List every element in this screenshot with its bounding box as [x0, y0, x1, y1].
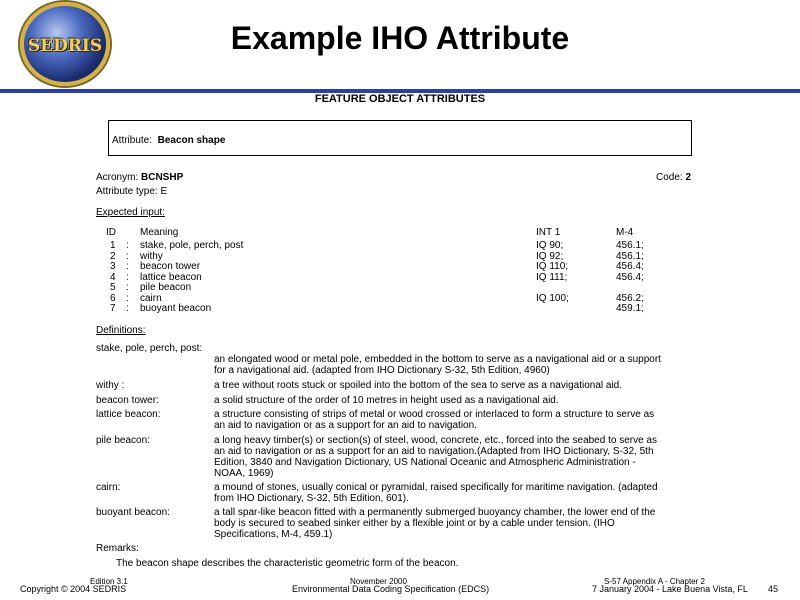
input-id: 4	[110, 271, 116, 283]
col-id: ID	[106, 227, 116, 238]
input-int1: IQ 111;	[536, 271, 568, 283]
col-meaning: Meaning	[140, 227, 179, 238]
attribute-line	[112, 135, 225, 146]
input-meaning: stake, pole, perch, post	[140, 240, 244, 251]
def-term: cairn:	[96, 482, 121, 493]
input-int1: IQ 100;	[536, 292, 569, 304]
input-sep: :	[126, 282, 129, 293]
input-m4: 459.1;	[616, 303, 644, 314]
input-sep: :	[126, 250, 129, 262]
input-meaning: withy	[140, 250, 163, 262]
footer-date: November 2000	[350, 577, 407, 586]
input-sep: :	[126, 240, 129, 251]
input-int1: IQ 92;	[536, 250, 564, 262]
attribute-value: Beacon shape	[157, 135, 226, 146]
input-sep: :	[126, 303, 129, 314]
code-label: Code:	[656, 172, 683, 183]
input-meaning: pile beacon	[140, 282, 192, 293]
input-int1: IQ 90;	[536, 240, 564, 251]
def-text: an aid to navigation or as a support for an aid to navigation.(Adapted from IHO Dictionary, S-32, 5th	[214, 446, 654, 457]
input-meaning: cairn	[140, 292, 162, 304]
def-term: lattice beacon:	[96, 409, 161, 420]
def-text: an aid to navigation or as a support for an aid to navigation.	[214, 420, 477, 431]
footer-spec: Environmental Data Coding Specification (EDCS)	[292, 584, 490, 594]
attribute-box	[108, 120, 692, 156]
definitions-label: Definitions:	[96, 325, 146, 336]
input-sep: :	[126, 271, 129, 283]
input-m4: 456.4;	[616, 261, 644, 272]
attribute-type: Attribute type: E	[96, 186, 168, 197]
input-id: 7	[110, 303, 116, 314]
input-sep: :	[126, 261, 129, 272]
input-sep: :	[126, 292, 129, 304]
slide-title: Example IHO Attribute	[230, 20, 570, 56]
def-text: for a navigational aid. (adapted from IHO Dictionary S-32, 5th Edition, 4960)	[214, 365, 550, 376]
def-text: from IHO Dictionary, S-32, 5th Edition, 601).	[214, 493, 409, 504]
input-m4: 456.4;	[616, 271, 644, 283]
input-meaning: lattice beacon	[140, 271, 202, 283]
page-number: 45	[768, 584, 779, 594]
input-meaning: beacon tower	[140, 261, 201, 272]
input-int1: IQ 110;	[536, 261, 569, 272]
def-text: a structure consisting of strips of metal or wood crossed or interlaced to form a structure to serve as	[214, 409, 655, 420]
def-text: an elongated wood or metal pole, embedded in the bottom to serve as a navigational aid or a support	[214, 354, 661, 365]
def-text: a long heavy timber(s) or section(s) of steel, wood, concrete, etc., forced into the seabed to serve as	[214, 435, 657, 446]
input-m4: 456.1;	[616, 250, 644, 262]
footer-appendix: S-57 Appendix A - Chapter 2	[604, 577, 705, 586]
input-m4: 456.2;	[616, 292, 644, 304]
def-text: body is secured to seabed sinker either by a flexible joint or by a cable under tension. (IHO	[214, 518, 615, 529]
def-text: a mound of stones, usually conical or pyramidal, raised specifically for maritime navigation. (adapted	[214, 482, 658, 493]
expected-input-label: Expected input:	[96, 207, 165, 218]
code-line	[656, 172, 691, 183]
def-text: Specifications, M-4, 459.1)	[214, 529, 333, 540]
def-term: buoyant beacon:	[96, 507, 170, 518]
def-term: pile beacon:	[96, 435, 150, 446]
acronym-value: BCNSHP	[141, 172, 184, 183]
def-text: a tall spar-like beacon fitted with a permanently submerged buoyancy chamber, the lower end of the	[214, 507, 656, 518]
code-value: 2	[685, 172, 692, 183]
remarks-text: The beacon shape describes the characteristic geometric form of the beacon.	[116, 558, 459, 569]
input-id: 1	[110, 240, 116, 251]
input-id: 5	[110, 282, 116, 293]
def-text: Edition, 3840 and Navigation Dictionary, US National Oceanic and Atmospheric Administration -	[214, 457, 636, 468]
footer-copyright: Copyright © 2004 SEDRIS	[20, 584, 127, 594]
col-int1: INT 1	[536, 227, 561, 238]
input-id: 3	[110, 261, 116, 272]
doc-header: FEATURE OBJECT ATTRIBUTES	[314, 93, 486, 105]
acronym-label: Acronym:	[96, 172, 139, 183]
input-id: 2	[110, 250, 116, 262]
footer-event: 7 January 2004 - Lake Buena Vista, FL	[592, 584, 748, 594]
acronym-line	[96, 172, 183, 183]
footer-edition: Edition 3.1	[90, 577, 128, 586]
attribute-label: Attribute:	[112, 135, 153, 146]
def-text: a solid structure of the order of 10 metres in height used as a navigational aid.	[214, 395, 559, 406]
input-meaning: buoyant beacon	[140, 303, 212, 314]
logo-text: SEDRIS	[27, 36, 103, 56]
def-term: stake, pole, perch, post:	[96, 343, 203, 354]
input-m4: 456.1;	[616, 240, 644, 251]
remarks-label: Remarks:	[96, 543, 139, 554]
def-text: NOAA, 1969)	[214, 468, 274, 479]
def-text: a tree without roots stuck or spoiled into the bottom of the sea to serve as a navigational aid.	[214, 380, 623, 391]
def-term: beacon tower:	[96, 395, 159, 406]
col-m4: M-4	[616, 227, 634, 238]
input-id: 6	[110, 292, 116, 304]
def-term: withy :	[96, 380, 125, 391]
